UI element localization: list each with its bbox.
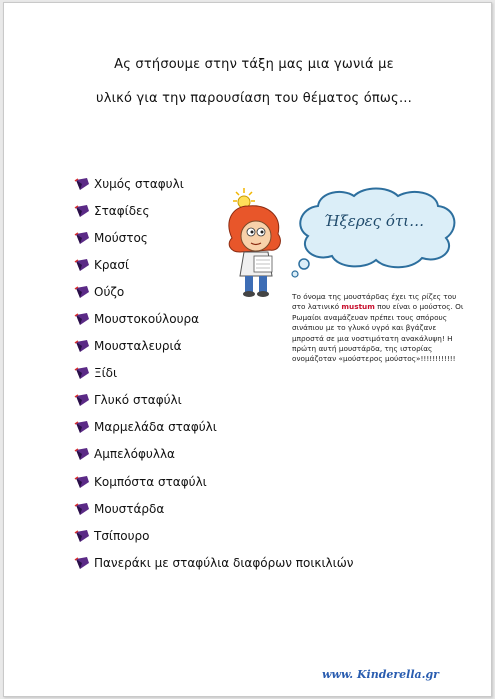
- list-item-label: Μαρμελάδα σταφύλι: [94, 420, 217, 435]
- title-line-1: Ας στήσουμε στην τάξη μας μια γωνιά με: [114, 57, 394, 72]
- list-item-label: Μουστάρδα: [94, 501, 165, 516]
- bullet-icon: [74, 447, 90, 461]
- list-item: [74, 549, 353, 576]
- list-item-label: Αμπελόφυλλα: [94, 447, 175, 462]
- bullet-icon: [74, 312, 90, 326]
- bullet-icon: [74, 339, 90, 353]
- bubble-text: Ήξερες ότι…: [323, 212, 425, 230]
- bullet-icon: [74, 285, 90, 299]
- thinking-girl-illustration: [218, 172, 292, 300]
- list-item: [74, 414, 353, 441]
- bullet-icon: [74, 529, 90, 543]
- bullet-icon: [74, 393, 90, 407]
- bullet-icon: [74, 366, 90, 380]
- bullet-icon: [74, 231, 90, 245]
- list-item-label: Γλυκό σταφύλι: [94, 393, 182, 408]
- list-item: [74, 387, 353, 414]
- bullet-icon: [74, 204, 90, 218]
- list-item-label: Κρασί: [94, 257, 130, 272]
- footer-website: www. Kinderella.gr: [322, 668, 439, 681]
- list-item-label: Σταφίδες: [94, 203, 150, 218]
- bullet-icon: [74, 475, 90, 489]
- bullet-icon: [74, 258, 90, 272]
- list-item: [74, 441, 353, 468]
- bullet-icon: [74, 556, 90, 570]
- list-item-label: Ξίδι: [94, 366, 118, 381]
- bullet-icon: [74, 177, 90, 191]
- info-paragraph: [292, 292, 468, 365]
- list-item-label: Μουστοκούλουρα: [94, 312, 200, 327]
- list-item: [74, 468, 353, 495]
- title-line-2: υλικό για την παρουσίαση του θέματος όπως…: [95, 91, 413, 106]
- list-item: [74, 522, 353, 549]
- info-text-start: Το όνομα της μουστάρδας έχει τις ρίζες του στο λατινικό: [292, 292, 457, 312]
- list-item-label: Ούζο: [94, 284, 125, 299]
- bullet-icon: [74, 502, 90, 516]
- list-item-label: Τσίπουρο: [94, 528, 150, 543]
- list-item-label: Μουσταλευριά: [94, 339, 182, 354]
- list-item-label: Χυμός σταφυλι: [94, 176, 184, 191]
- thought-bubble: [290, 186, 462, 278]
- list-item: [74, 495, 353, 522]
- list-item-label: Κομπόστα σταφύλι: [94, 474, 207, 489]
- bullet-icon: [74, 420, 90, 434]
- info-highlight: mustum: [341, 302, 375, 312]
- list-item-label: Πανεράκι με σταφύλια διαφόρων ποικιλιών: [94, 555, 354, 570]
- list-item-label: Μούστος: [94, 230, 148, 245]
- info-text-end: που είναι ο μούστος. Οι Ρωμαίοι αναμάζευαν πρέπει τους σπόρους σινάπιου με το γλυκό υγρό και βγάζανε μπροστά σε μια νοστιμότατη ανακάλυψη! Η πρώτη αυτή μουστάρδα, της ιστορίας ονομάζοταν «μούστερος μούστος»!!!!!!!!!!!!: [292, 302, 464, 364]
